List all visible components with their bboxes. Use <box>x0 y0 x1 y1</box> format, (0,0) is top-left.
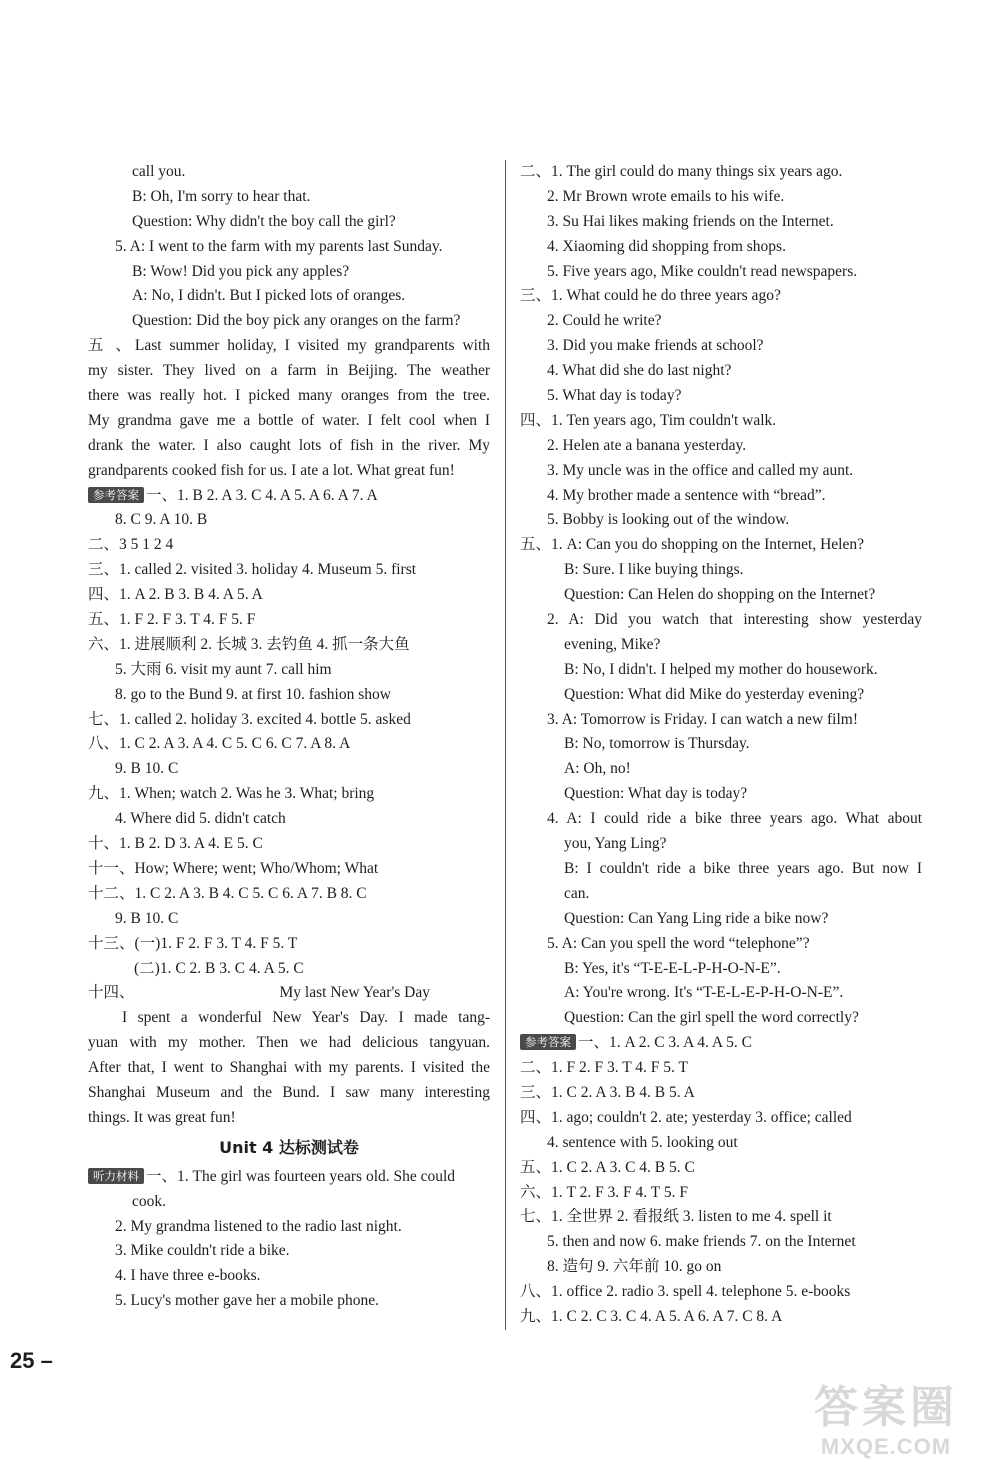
text-line: A: Oh, no! <box>564 760 631 778</box>
answer-line: 十三、(一)1. F 2. F 3. T 4. F 5. T <box>88 934 298 952</box>
text-line: Question: What day is today? <box>564 785 748 803</box>
text-line: 5. A: I went to the farm with my parents last Sunday. <box>115 237 443 255</box>
page-number: 25 – <box>10 1348 53 1373</box>
text-line: can. <box>564 884 590 902</box>
text-line: 五、1. A: Can you do shopping on the Internet, Helen? <box>520 536 864 554</box>
answer-line: 七、1. called 2. holiday 3. excited 4. bottle 5. asked <box>88 710 411 728</box>
left-column <box>88 160 490 1314</box>
text-line: B: I couldn't ride a bike three years ago. But now I <box>564 859 922 877</box>
listening-text: 一、1. The girl was fourteen years old. She could <box>146 1167 456 1185</box>
text-line: B: Oh, I'm sorry to hear that. <box>132 187 311 205</box>
passage-line: grandparents cooked fish for us. I ate a lot. What great fun! <box>88 461 455 479</box>
text-line: 2. Could he write? <box>547 312 662 330</box>
essay-line: yuan with my mother. Then we had delicious tangyuan. <box>88 1034 490 1052</box>
passage-line: drank the water. I also caught lots of fish in the river. My <box>88 436 490 454</box>
answer-line: 二、3 5 1 2 4 <box>88 536 174 554</box>
text-line: 4. What did she do last night? <box>547 362 732 380</box>
passage-line: there was really hot. I picked many oranges from the tree. <box>88 387 490 405</box>
text-line: B: No, tomorrow is Thursday. <box>564 735 750 753</box>
answer-line: 九、1. When; watch 2. Was he 3. What; bring <box>88 785 375 803</box>
text-line: B: No, I didn't. I helped my mother do housework. <box>564 660 878 678</box>
text-line: B: Yes, it's “T-E-E-L-P-H-O-N-E”. <box>564 959 781 977</box>
answer-line: 八、1. C 2. A 3. A 4. C 5. C 6. C 7. A 8. A <box>88 735 351 753</box>
text-line: Question: Why didn't the boy call the girl? <box>132 212 396 230</box>
watermark-logo <box>786 1381 986 1463</box>
answer-line: 二、1. F 2. F 3. T 4. F 5. T <box>520 1059 688 1077</box>
text-line: 5. Five years ago, Mike couldn't read newspapers. <box>547 262 858 280</box>
text-line: 5. What day is today? <box>547 387 682 405</box>
answer-line: 九、1. C 2. C 3. C 4. A 5. A 6. A 7. C 8. A <box>520 1307 783 1325</box>
listening-line: 4. I have three e-books. <box>115 1267 261 1285</box>
text-line: 3. A: Tomorrow is Friday. I can watch a new film! <box>547 710 858 728</box>
essay-title-line <box>88 981 490 1006</box>
text-line: 5. Bobby is looking out of the window. <box>547 511 790 529</box>
answer-key-tag: 参考答案 <box>520 1034 576 1050</box>
answer-line <box>88 484 490 509</box>
text-line: 三、1. What could he do three years ago? <box>520 287 781 305</box>
answer-line: 五、1. C 2. A 3. C 4. B 5. C <box>520 1158 695 1176</box>
answer-line: 三、1. C 2. A 3. B 4. B 5. A <box>520 1083 695 1101</box>
right-column <box>520 160 922 1330</box>
listening-line: 5. Lucy's mother gave her a mobile phone. <box>115 1292 380 1310</box>
text-line: evening, Mike? <box>564 635 661 653</box>
answer-line <box>520 1031 922 1056</box>
listening-line <box>88 1165 490 1190</box>
text-line: 3. Su Hai likes making friends on the Internet. <box>547 212 834 230</box>
text-line: 3. Did you make friends at school? <box>547 337 764 355</box>
text-line: Question: Can Helen do shopping on the Internet? <box>564 586 876 604</box>
essay-line: Shanghai Museum and the Bund. I saw many interesting <box>88 1083 490 1101</box>
text-line: 4. My brother made a sentence with “bread”. <box>547 486 826 504</box>
answer-line: 十、1. B 2. D 3. A 4. E 5. C <box>88 835 263 853</box>
answer-line: 4. Where did 5. didn't catch <box>115 810 286 828</box>
answer-line: 8. C 9. A 10. B <box>115 511 208 529</box>
text-line: 5. A: Can you spell the word “telephone”? <box>547 934 810 952</box>
answer-line: 五、1. F 2. F 3. T 4. F 5. F <box>88 611 256 629</box>
unit-heading: Unit 4 达标测试卷 <box>219 1137 359 1157</box>
answer-line: 四、1. ago; couldn't 2. ate; yesterday 3. office; called <box>520 1108 852 1126</box>
text-line: 二、1. The girl could do many things six years ago. <box>520 163 843 180</box>
text-line: 2. A: Did you watch that interesting show yesterday <box>547 611 922 629</box>
passage-line: 五 、Last summer holiday, I visited my grandparents with <box>88 337 490 355</box>
answer-line: 八、1. office 2. radio 3. spell 4. telephone 5. e-books <box>520 1283 851 1301</box>
answer-line: 六、1. 进展顺利 2. 长城 3. 去钓鱼 4. 抓一条大鱼 <box>88 635 410 653</box>
essay-line: After that, I went to Shanghai with my parents. I visited the <box>88 1059 490 1077</box>
answer-line: 8. 造句 9. 六年前 10. go on <box>547 1258 722 1276</box>
answer-line: 4. sentence with 5. looking out <box>547 1133 738 1151</box>
answer-line: 四、1. A 2. B 3. B 4. A 5. A <box>88 586 263 604</box>
text-line: 4. A: I could ride a bike three years ago. What about <box>547 810 922 828</box>
text-line: Question: Can the girl spell the word correctly? <box>564 1009 859 1027</box>
text-line: 4. Xiaoming did shopping from shops. <box>547 237 786 255</box>
answer-text: 一、1. B 2. A 3. C 4. A 5. A 6. A 7. A <box>146 486 378 504</box>
answer-line: 5. 大雨 6. visit my aunt 7. call him <box>115 660 332 678</box>
answer-line: 8. go to the Bund 9. at first 10. fashion show <box>115 685 391 703</box>
text-line: Question: Can Yang Ling ride a bike now? <box>564 909 829 927</box>
text-line: call you. <box>132 163 186 180</box>
text-line: Question: What did Mike do yesterday evening? <box>564 685 865 703</box>
essay-title: My last New Year's Day <box>279 984 430 1002</box>
listening-line: 3. Mike couldn't ride a bike. <box>115 1242 290 1260</box>
text-line: you, Yang Ling? <box>564 835 667 853</box>
answer-text: 一、1. A 2. C 3. A 4. A 5. C <box>578 1034 752 1052</box>
answer-line: 七、1. 全世界 2. 看报纸 3. listen to me 4. spell it <box>520 1208 832 1226</box>
answer-line: 9. B 10. C <box>115 909 179 927</box>
text-line: A: You're wrong. It's “T-E-L-E-P-H-O-N-E”. <box>564 984 844 1002</box>
watermark-text: 答案圈 <box>814 1382 958 1433</box>
listening-line: cook. <box>132 1192 167 1210</box>
watermark-url: MXQE.COM <box>820 1434 952 1459</box>
text-line: A: No, I didn't. But I picked lots of oranges. <box>132 287 406 305</box>
passage-line: my sister. They lived on a farm in Beijing. The weather <box>88 362 490 380</box>
essay-number: 十四、 <box>88 984 135 1002</box>
text-line: 2. Helen ate a banana yesterday. <box>547 436 747 454</box>
answer-line: 5. then and now 6. make friends 7. on the Internet <box>547 1233 856 1251</box>
essay-line: I spent a wonderful New Year's Day. I made tang- <box>122 1009 490 1027</box>
text-line: 2. Mr Brown wrote emails to his wife. <box>547 187 785 205</box>
text-line: Question: Did the boy pick any oranges on the farm? <box>132 312 461 330</box>
passage-line: My grandma gave me a bottle of water. I felt cool when I <box>88 411 490 429</box>
essay-line: things. It was great fun! <box>88 1108 236 1126</box>
answer-line: 9. B 10. C <box>115 760 179 778</box>
column-divider <box>505 160 506 1330</box>
listening-line: 2. My grandma listened to the radio last night. <box>115 1217 402 1235</box>
answer-line: 六、1. T 2. F 3. F 4. T 5. F <box>520 1183 688 1201</box>
answer-line: (二)1. C 2. B 3. C 4. A 5. C <box>134 959 304 977</box>
answer-line: 十一、How; Where; went; Who/Whom; What <box>88 859 379 877</box>
answer-key-tag: 参考答案 <box>88 487 144 503</box>
listening-material-tag: 听力材料 <box>88 1168 144 1184</box>
text-line: 3. My uncle was in the office and called my aunt. <box>547 461 854 479</box>
text-line: 四、1. Ten years ago, Tim couldn't walk. <box>520 411 777 429</box>
answer-line: 十二、1. C 2. A 3. B 4. C 5. C 6. A 7. B 8. C <box>88 884 367 902</box>
text-line: B: Sure. I like buying things. <box>564 561 744 579</box>
answer-line: 三、1. called 2. visited 3. holiday 4. Museum 5. first <box>88 561 417 579</box>
text-line: B: Wow! Did you pick any apples? <box>132 262 350 280</box>
